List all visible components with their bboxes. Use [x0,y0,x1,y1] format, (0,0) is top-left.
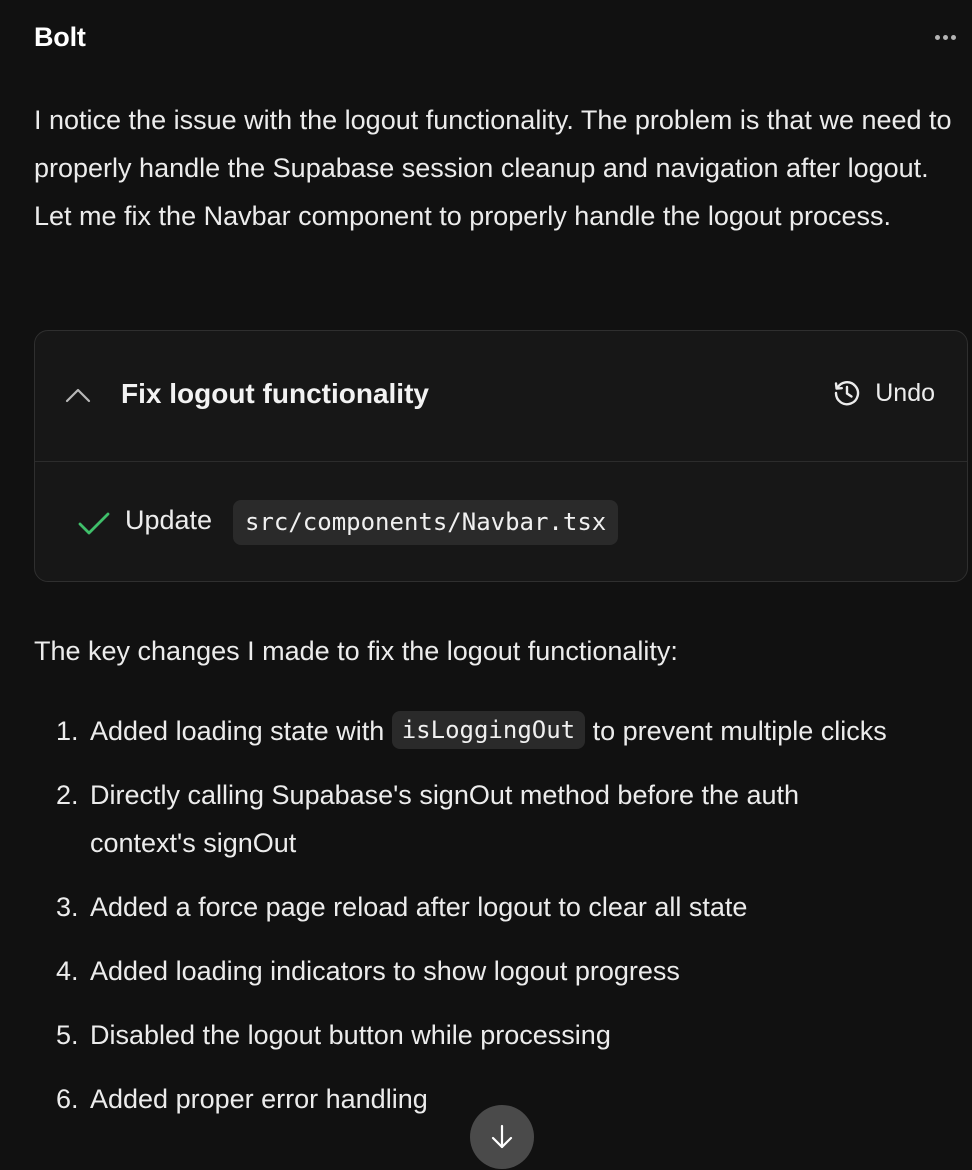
action-card [34,330,968,582]
action-title: Fix logout functionality [121,378,429,409]
file-path-chip[interactable]: src/components/Navbar.tsx [233,500,618,545]
list-text: Added loading state with [90,716,392,746]
list-number: 3. [56,892,79,922]
scroll-to-bottom-button[interactable] [470,1105,534,1169]
list-text: Directly calling Supabase's signOut method before the auth context's signOut [90,780,800,858]
action-card-header[interactable] [35,331,967,462]
intro-paragraph: I notice the issue with the logout functionality. The problem is that we need to properly handle the Supabase session cleanup and navigation after logout. Let me fix the Navbar component to properly handle the logout process. [34,105,952,231]
list-number: 4. [56,956,79,986]
list-number: 6. [56,1084,79,1114]
list-text: Added a force page reload after logout to clear all state [90,892,748,922]
list-text: Added proper error handling [90,1084,428,1114]
list-text: Disabled the logout button while processing [90,1020,611,1050]
undo-button[interactable] [831,377,935,409]
list-number: 1. [56,716,79,746]
arrow-down-icon [487,1122,517,1152]
list-text: Added loading indicators to show logout progress [90,956,680,986]
list-number: 5. [56,1020,79,1050]
list-text: to prevent multiple clicks [585,716,887,746]
changes-list [0,707,960,1139]
ellipsis-icon[interactable] [930,22,960,52]
dot [935,35,940,40]
list-item [0,1075,900,1123]
list-item [0,947,900,995]
chevron-up-icon[interactable] [63,381,93,411]
message-header [34,20,960,56]
action-step [35,463,967,581]
list-item [0,1011,900,1059]
list-number: 2. [56,780,79,810]
undo-label: Undo [875,378,935,407]
inline-code: isLoggingOut [392,711,585,749]
dot [951,35,956,40]
history-icon [831,377,863,409]
summary-text: The key changes I made to fix the logout functionality: [34,636,678,666]
sender-name: Bolt [34,22,86,52]
dot [943,35,948,40]
list-item [0,707,900,755]
check-icon [77,509,111,539]
list-item [0,771,900,867]
list-item [0,883,900,931]
step-action-label: Update [125,505,213,535]
